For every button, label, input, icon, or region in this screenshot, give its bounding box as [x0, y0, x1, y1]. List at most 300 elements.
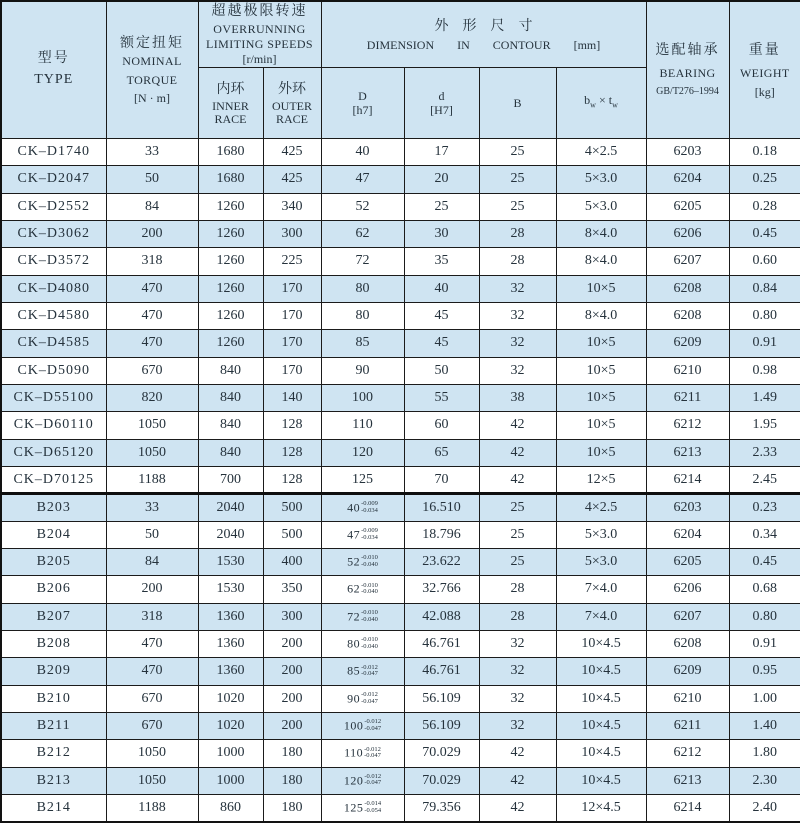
cell-B: 32 [479, 275, 556, 302]
cell-outer: 350 [263, 576, 321, 603]
cell-bt: 10×4.5 [556, 767, 646, 794]
header-type-cn: 型号 [37, 51, 70, 66]
cell-weight: 0.18 [729, 139, 800, 166]
cell-d: 46.761 [404, 630, 479, 657]
cell-bt: 10×4.5 [556, 740, 646, 767]
cell-bearing: 6211 [646, 384, 729, 411]
cell-inner: 1260 [198, 193, 263, 220]
cell-type: B203 [1, 494, 106, 521]
table-row [1, 193, 800, 220]
cell-d: 17 [404, 139, 479, 166]
cell-type: CK–D5090 [1, 357, 106, 384]
table-row [1, 794, 800, 822]
cell-bearing: 6208 [646, 302, 729, 329]
header-dim-word1: DIMENSION [366, 37, 435, 52]
tolerance-stack: -0.012 -0.047 [364, 745, 381, 760]
table-row [1, 275, 800, 302]
table-row [1, 439, 800, 466]
cell-B: 32 [479, 658, 556, 685]
cell-outer: 170 [263, 302, 321, 329]
table-row [1, 767, 800, 794]
cell-type: CK–D2552 [1, 193, 106, 220]
table-row [1, 384, 800, 411]
cell-weight: 0.23 [729, 494, 800, 521]
cell-type: CK–D4585 [1, 330, 106, 357]
cell-torque: 670 [106, 685, 198, 712]
header-torque-en2: TORQUE [126, 73, 178, 87]
header-torque-cn: 额定扭矩 [120, 36, 184, 51]
cell-inner: 1360 [198, 658, 263, 685]
bt-times: × [595, 93, 609, 108]
table-row [1, 494, 800, 521]
cell-bt: 10×5 [556, 384, 646, 411]
cell-d: 60 [404, 412, 479, 439]
cell-bt: 10×5 [556, 357, 646, 384]
cell-type: CK–D3572 [1, 248, 106, 275]
table-row [1, 412, 800, 439]
header-col-D-symbol: D [358, 89, 367, 103]
cell-D: 80 -0.010 -0.040 [321, 630, 404, 657]
cell-inner: 1260 [198, 302, 263, 329]
cell-outer: 225 [263, 248, 321, 275]
cell-type: CK–D70125 [1, 466, 106, 493]
cell-type: B213 [1, 767, 106, 794]
cell-inner: 1680 [198, 166, 263, 193]
cell-B: 28 [479, 248, 556, 275]
table-row [1, 220, 800, 247]
cell-B: 28 [479, 576, 556, 603]
cell-bearing: 6203 [646, 139, 729, 166]
cell-D: 85 -0.012 -0.047 [321, 658, 404, 685]
cell-weight: 2.33 [729, 439, 800, 466]
header-weight-cn: 重量 [748, 42, 781, 58]
cell-outer: 300 [263, 603, 321, 630]
cell-torque: 820 [106, 384, 198, 411]
cell-type: CK–D4080 [1, 275, 106, 302]
cell-D: 80 [321, 302, 404, 329]
cell-B: 28 [479, 603, 556, 630]
header-type-en: TYPE [34, 72, 74, 87]
cell-weight: 0.95 [729, 658, 800, 685]
cell-B: 25 [479, 548, 556, 575]
cell-d: 16.510 [404, 494, 479, 521]
cell-bearing: 6207 [646, 603, 729, 630]
table-row [1, 712, 800, 739]
cell-type: B209 [1, 658, 106, 685]
cell-weight: 0.34 [729, 521, 800, 548]
cell-outer: 200 [263, 630, 321, 657]
cell-type: CK–D65120 [1, 439, 106, 466]
cell-D: 80 [321, 275, 404, 302]
cell-B: 25 [479, 139, 556, 166]
cell-inner: 1020 [198, 685, 263, 712]
cell-outer: 200 [263, 685, 321, 712]
cell-D: 47 -0.009 -0.034 [321, 521, 404, 548]
header-dimension-en [322, 37, 646, 53]
cell-type: CK–D4580 [1, 302, 106, 329]
cell-inner: 840 [198, 412, 263, 439]
table-row [1, 740, 800, 767]
cell-bearing: 6205 [646, 548, 729, 575]
cell-d: 79.356 [404, 794, 479, 822]
cell-inner: 1680 [198, 139, 263, 166]
cell-weight: 1.95 [729, 412, 800, 439]
cell-bt: 12×5 [556, 466, 646, 493]
header-outer-en2: RACE [275, 112, 308, 126]
cell-torque: 670 [106, 357, 198, 384]
cell-d: 18.796 [404, 521, 479, 548]
cell-outer: 340 [263, 193, 321, 220]
cell-bearing: 6208 [646, 275, 729, 302]
cell-outer: 128 [263, 439, 321, 466]
cell-d: 70.029 [404, 740, 479, 767]
cell-inner: 840 [198, 384, 263, 411]
cell-inner: 1260 [198, 330, 263, 357]
table-row [1, 166, 800, 193]
table-row [1, 658, 800, 685]
bt-t: t [608, 93, 613, 108]
cell-D: 62 [321, 220, 404, 247]
cell-d: 32.766 [404, 576, 479, 603]
header-col-D [321, 68, 404, 139]
header-col-D-tolerance: [h7] [352, 103, 373, 117]
cell-D: 52 [321, 193, 404, 220]
header-col-bt [556, 68, 646, 139]
cell-D: 40 [321, 139, 404, 166]
cell-bt: 8×4.0 [556, 220, 646, 247]
cell-inner: 860 [198, 794, 263, 822]
cell-type: CK–D60110 [1, 412, 106, 439]
tolerance-stack: -0.012 -0.047 [361, 691, 378, 705]
cell-D: 72 -0.010 -0.040 [321, 603, 404, 630]
cell-inner: 1360 [198, 630, 263, 657]
cell-d: 55 [404, 384, 479, 411]
cell-type: CK–D2047 [1, 166, 106, 193]
tolerance-stack: -0.010 -0.040 [361, 636, 378, 650]
header-col-d-tolerance: [H7] [430, 103, 453, 117]
cell-d: 50 [404, 357, 479, 384]
cell-D: 90 -0.012 -0.047 [321, 685, 404, 712]
cell-torque: 470 [106, 275, 198, 302]
cell-bt: 10×5 [556, 439, 646, 466]
cell-bearing: 6209 [646, 658, 729, 685]
tolerance-stack: -0.014 -0.054 [364, 800, 382, 814]
header-dim-unit: [mm] [573, 37, 601, 52]
cell-bearing: 6204 [646, 521, 729, 548]
cell-inner: 840 [198, 357, 263, 384]
cell-bt: 7×4.0 [556, 576, 646, 603]
table-body [1, 139, 800, 823]
header-outer-cn: 外环 [278, 82, 306, 97]
cell-torque: 84 [106, 193, 198, 220]
cell-weight: 1.00 [729, 685, 800, 712]
table-row [1, 357, 800, 384]
cell-type: B208 [1, 630, 106, 657]
cell-D: 62 -0.010 -0.040 [321, 576, 404, 603]
cell-type: CK–D55100 [1, 384, 106, 411]
cell-bearing: 6206 [646, 220, 729, 247]
cell-bt: 5×3.0 [556, 548, 646, 575]
bt-b-sub: w [590, 100, 596, 110]
cell-bt: 10×4.5 [556, 658, 646, 685]
cell-outer: 500 [263, 494, 321, 521]
cell-inner: 1000 [198, 740, 263, 767]
cell-outer: 400 [263, 548, 321, 575]
cell-D: 100 [321, 384, 404, 411]
cell-outer: 180 [263, 794, 321, 822]
cell-bearing: 6213 [646, 767, 729, 794]
cell-weight: 1.40 [729, 712, 800, 739]
cell-outer: 425 [263, 139, 321, 166]
cell-D: 110 [321, 412, 404, 439]
tolerance-stack: -0.012 -0.047 [364, 772, 382, 787]
cell-outer: 128 [263, 412, 321, 439]
cell-inner: 1260 [198, 275, 263, 302]
cell-weight: 2.40 [729, 794, 800, 822]
cell-outer: 200 [263, 712, 321, 739]
cell-B: 32 [479, 685, 556, 712]
cell-inner: 1530 [198, 548, 263, 575]
cell-d: 25 [404, 193, 479, 220]
cell-weight: 0.45 [729, 220, 800, 247]
cell-weight: 0.60 [729, 248, 800, 275]
cell-torque: 200 [106, 576, 198, 603]
cell-bt: 5×3.0 [556, 521, 646, 548]
header-speeds-unit: [r/min] [242, 52, 277, 66]
cell-D: 40 -0.009 -0.034 [321, 494, 404, 521]
cell-B: 32 [479, 330, 556, 357]
cell-outer: 180 [263, 740, 321, 767]
cell-B: 32 [479, 302, 556, 329]
cell-d: 46.761 [404, 658, 479, 685]
cell-bt: 10×5 [556, 412, 646, 439]
header-dimension-cn: 外形尺寸 [434, 18, 547, 34]
cell-type: B207 [1, 603, 106, 630]
cell-D: 72 [321, 248, 404, 275]
cell-outer: 180 [263, 767, 321, 794]
cell-D: 120 [321, 439, 404, 466]
cell-type: B206 [1, 576, 106, 603]
cell-torque: 1188 [106, 794, 198, 822]
cell-bearing: 6210 [646, 685, 729, 712]
header-weight [729, 1, 800, 139]
cell-weight: 0.84 [729, 275, 800, 302]
cell-D: 125 -0.014 -0.054 [321, 794, 404, 822]
cell-torque: 470 [106, 658, 198, 685]
table-row [1, 466, 800, 493]
cell-bt: 4×2.5 [556, 139, 646, 166]
cell-bt: 12×4.5 [556, 794, 646, 822]
header-speeds-en1: OVERRUNNING [213, 22, 306, 36]
cell-weight: 0.25 [729, 166, 800, 193]
cell-weight: 0.45 [729, 548, 800, 575]
cell-weight: 0.91 [729, 330, 800, 357]
cell-d: 40 [404, 275, 479, 302]
cell-B: 25 [479, 193, 556, 220]
cell-bt: 10×5 [556, 275, 646, 302]
cell-B: 38 [479, 384, 556, 411]
cell-D: 85 [321, 330, 404, 357]
cell-d: 35 [404, 248, 479, 275]
header-speeds-en2: LIMITING SPEEDS [206, 37, 313, 51]
cell-weight: 1.49 [729, 384, 800, 411]
cell-B: 25 [479, 166, 556, 193]
cell-bt: 5×3.0 [556, 193, 646, 220]
tolerance-stack: -0.010 -0.040 [361, 554, 378, 568]
header-speeds-cn: 超越极限转速 [211, 4, 308, 19]
cell-type: B205 [1, 548, 106, 575]
cell-d: 56.109 [404, 712, 479, 739]
cell-B: 42 [479, 412, 556, 439]
cell-outer: 140 [263, 384, 321, 411]
table-row [1, 139, 800, 166]
cell-D: 110 -0.012 -0.047 [321, 740, 404, 767]
cell-torque: 470 [106, 330, 198, 357]
cell-weight: 0.80 [729, 302, 800, 329]
cell-bt: 10×4.5 [556, 685, 646, 712]
cell-inner: 1260 [198, 248, 263, 275]
table-row [1, 330, 800, 357]
cell-d: 42.088 [404, 603, 479, 630]
tolerance-stack: -0.010 -0.040 [361, 581, 378, 596]
cell-torque: 1050 [106, 412, 198, 439]
cell-inner: 2040 [198, 494, 263, 521]
cell-torque: 84 [106, 548, 198, 575]
cell-bt: 10×4.5 [556, 630, 646, 657]
cell-D: 125 [321, 466, 404, 493]
header-bearing [646, 1, 729, 139]
cell-weight: 2.30 [729, 767, 800, 794]
table-row [1, 548, 800, 575]
cell-torque: 1050 [106, 439, 198, 466]
cell-bearing: 6211 [646, 712, 729, 739]
cell-B: 42 [479, 794, 556, 822]
tolerance-stack: -0.012 -0.047 [361, 663, 378, 678]
cell-bearing: 6210 [646, 357, 729, 384]
cell-d: 70.029 [404, 767, 479, 794]
header-col-B-symbol: B [513, 96, 522, 110]
table-row [1, 603, 800, 630]
cell-torque: 318 [106, 248, 198, 275]
cell-B: 42 [479, 466, 556, 493]
header-col-d [404, 68, 479, 139]
cell-D: 120 -0.012 -0.047 [321, 767, 404, 794]
cell-B: 42 [479, 439, 556, 466]
cell-bt: 4×2.5 [556, 494, 646, 521]
cell-outer: 128 [263, 466, 321, 493]
cell-bt: 7×4.0 [556, 603, 646, 630]
cell-bearing: 6213 [646, 439, 729, 466]
header-inner-en1: INNER [212, 99, 249, 113]
cell-weight: 0.98 [729, 357, 800, 384]
header-torque-en1: NOMINAL [122, 54, 182, 68]
cell-inner: 1530 [198, 576, 263, 603]
cell-d: 45 [404, 302, 479, 329]
cell-bearing: 6205 [646, 193, 729, 220]
table-row [1, 521, 800, 548]
cell-B: 32 [479, 630, 556, 657]
cell-d: 23.622 [404, 548, 479, 575]
cell-inner: 700 [198, 466, 263, 493]
cell-weight: 1.80 [729, 740, 800, 767]
cell-D: 47 [321, 166, 404, 193]
cell-torque: 33 [106, 494, 198, 521]
cell-weight: 0.80 [729, 603, 800, 630]
header-col-d-symbol: d [438, 89, 445, 103]
table-row [1, 248, 800, 275]
cell-torque: 670 [106, 712, 198, 739]
cell-D: 90 [321, 357, 404, 384]
cell-outer: 200 [263, 658, 321, 685]
cell-d: 70 [404, 466, 479, 493]
header-dim-word3: CONTOUR [492, 37, 551, 52]
cell-d: 65 [404, 439, 479, 466]
header-inner-race [198, 68, 263, 139]
cell-inner: 1360 [198, 603, 263, 630]
header-type [1, 1, 106, 139]
cell-bearing: 6209 [646, 330, 729, 357]
cell-torque: 200 [106, 220, 198, 247]
cell-type: B204 [1, 521, 106, 548]
table-row [1, 685, 800, 712]
cell-torque: 33 [106, 139, 198, 166]
header-weight-en: WEIGHT [739, 65, 790, 80]
table-header [1, 1, 800, 139]
cell-type: B214 [1, 794, 106, 822]
cell-torque: 470 [106, 302, 198, 329]
header-bearing-std: GB/T276–1994 [656, 86, 719, 97]
cell-torque: 318 [106, 603, 198, 630]
cell-inner: 2040 [198, 521, 263, 548]
cell-B: 42 [479, 740, 556, 767]
cell-bearing: 6214 [646, 466, 729, 493]
header-inner-en2: RACE [214, 112, 247, 126]
table-row [1, 302, 800, 329]
cell-B: 32 [479, 357, 556, 384]
table-row [1, 630, 800, 657]
tolerance-stack: -0.009 -0.034 [361, 527, 378, 541]
cell-bearing: 6204 [646, 166, 729, 193]
tolerance-stack: -0.012 -0.047 [364, 718, 382, 732]
header-speeds [198, 1, 321, 68]
cell-outer: 170 [263, 357, 321, 384]
cell-torque: 50 [106, 166, 198, 193]
cell-torque: 1050 [106, 740, 198, 767]
tolerance-stack: -0.010 -0.040 [361, 609, 378, 623]
cell-B: 42 [479, 767, 556, 794]
tolerance-stack: -0.009 -0.034 [361, 500, 378, 514]
cell-bearing: 6206 [646, 576, 729, 603]
cell-type: CK–D3062 [1, 220, 106, 247]
cell-bt: 10×4.5 [556, 712, 646, 739]
cell-d: 30 [404, 220, 479, 247]
cell-D: 52 -0.010 -0.040 [321, 548, 404, 575]
cell-B: 25 [479, 494, 556, 521]
cell-torque: 1050 [106, 767, 198, 794]
header-col-bt-symbol [557, 93, 646, 112]
cell-weight: 0.91 [729, 630, 800, 657]
bt-b: b [584, 93, 591, 108]
cell-type: B210 [1, 685, 106, 712]
header-dimension [321, 1, 646, 68]
cell-outer: 170 [263, 330, 321, 357]
cell-inner: 840 [198, 439, 263, 466]
cell-bearing: 6203 [646, 494, 729, 521]
cell-bt: 10×5 [556, 330, 646, 357]
cell-d: 56.109 [404, 685, 479, 712]
cell-weight: 2.45 [729, 466, 800, 493]
header-bearing-cn: 选配轴承 [655, 43, 720, 58]
